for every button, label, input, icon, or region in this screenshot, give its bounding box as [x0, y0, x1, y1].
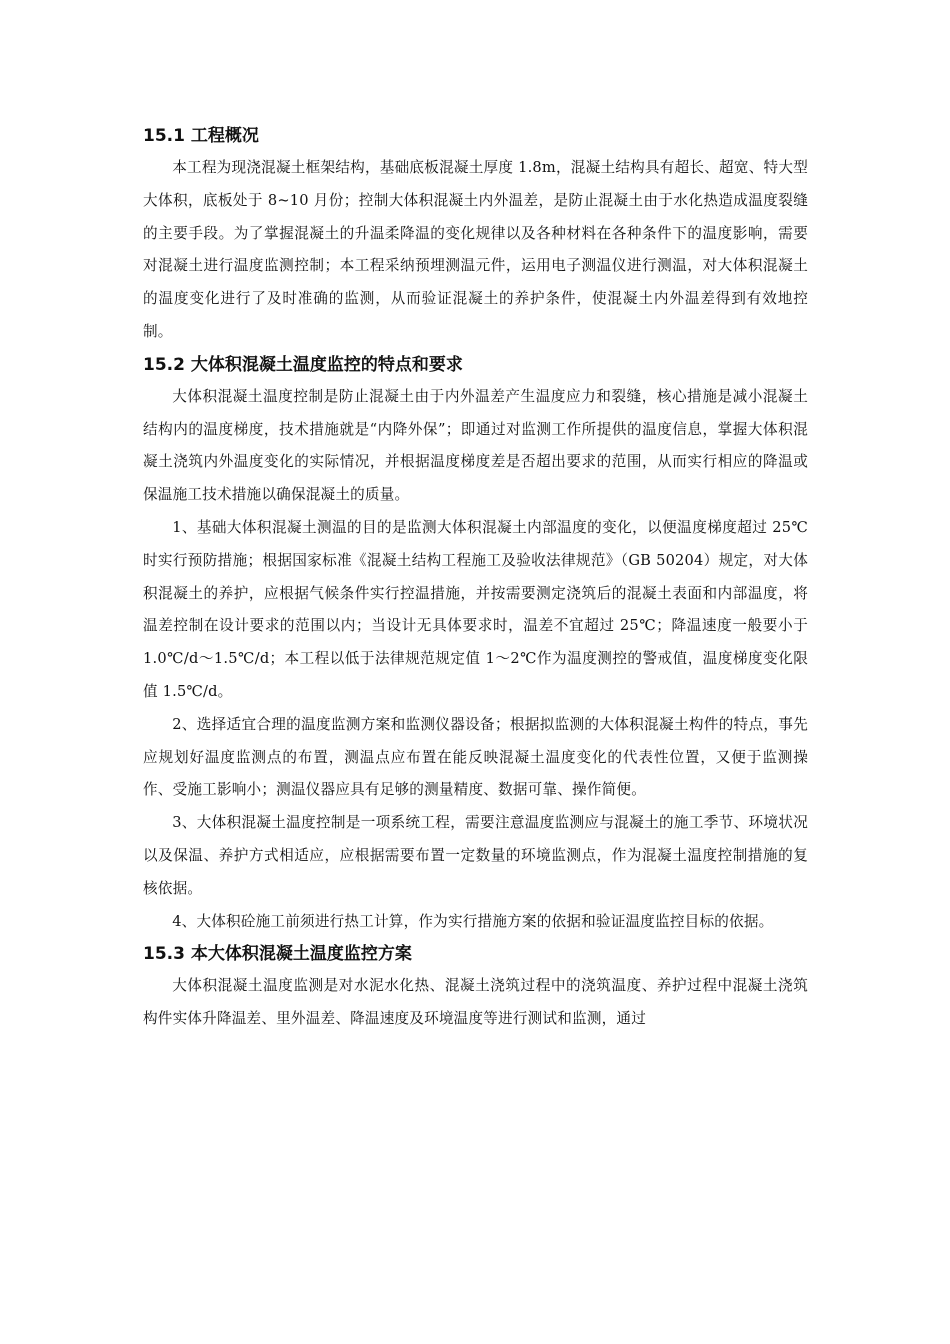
paragraph: 1、基础大体积混凝土测温的目的是监测大体积混凝土内部温度的变化，以便温度梯度超过 25℃时实行预防措施；根据国家标准《混凝土结构工程施工及验收法律规范》（GB 50204）规定，对大体积混凝土的养护，应根据气候条件实行控温措施，并按需要测定浇筑后的混凝土表面和内部温度，将温差控制在设计要求的范围以内；当设计无具体要求时，温差不宜超过 25℃；降温速度一般要小于 1.0℃/d～1.5℃/d；本工程以低于法律规范规定值 1～2℃作为温度测控的警戒值，温度梯度变化限值 1.5℃/d。	[143, 518, 808, 700]
paragraph: 大体积混凝土温度监测是对水泥水化热、混凝土浇筑过程中的浇筑温度、养护过程中混凝土浇筑构件实体升降温差、里外温差、降温速度及环境温度等进行测试和监测，通过	[143, 977, 808, 1028]
paragraph: 3、大体积混凝土温度控制是一项系统工程，需要注意温度监测应与混凝土的施工季节、环境状况以及保温、养护方式相适应，应根据需要布置一定数量的环境监测点，作为混凝土温度控制措施的复核依据。	[143, 814, 808, 897]
paragraph: 大体积混凝土温度控制是防止混凝土由于内外温差产生温度应力和裂缝，核心措施是减小混凝土结构内的温度梯度，技术措施就是“内降外保”；即通过对监测工作所提供的温度信息，掌握大体积混凝土浇筑内外温度变化的实际情况，并根据温度梯度差是否超出要求的范围，从而实行相应的降温或保温施工技术措施以确保混凝土的质量。	[143, 387, 808, 504]
section-heading-15-2: 15.2 大体积混凝土温度监控的特点和要求	[143, 354, 463, 375]
paragraph: 本工程为现浇混凝土框架结构，基础底板混凝土厚度 1.8m，混凝土结构具有超长、超宽、特大型大体积，底板处于 8~10 月份；控制大体积混凝土内外温差，是防止混凝土由于水化热造成温度裂缝的主要手段。为了掌握混凝土的升温柔降温的变化规律以及各种材料在各种条件下的温度影响，需要对混凝土进行温度监测控制；本工程采纳预埋测温元件，运用电子测温仪进行测温，对大体积混凝土的温度变化进行了及时准确的监测，从而验证混凝土的养护条件，使混凝土内外温差得到有效地控制。	[143, 159, 808, 340]
paragraph: 2、选择适宜合理的温度监测方案和监测仪器设备；根据拟监测的大体积混凝土构件的特点，事先应规划好温度监测点的布置，测温点应布置在能反映混凝土温度变化的代表性位置，又便于监测操作、受施工影响小；测温仪器应具有足够的测量精度、数据可靠、操作简便。	[143, 715, 808, 799]
paragraph: 4、大体积砼施工前须进行热工计算，作为实行措施方案的依据和验证温度监控目标的依据。	[172, 912, 774, 930]
section-heading-15-1: 15.1 工程概况	[143, 126, 259, 146]
document-page	[143, 120, 808, 1036]
section-heading-15-3: 15.3 本大体积混凝土温度监控方案	[143, 944, 412, 965]
